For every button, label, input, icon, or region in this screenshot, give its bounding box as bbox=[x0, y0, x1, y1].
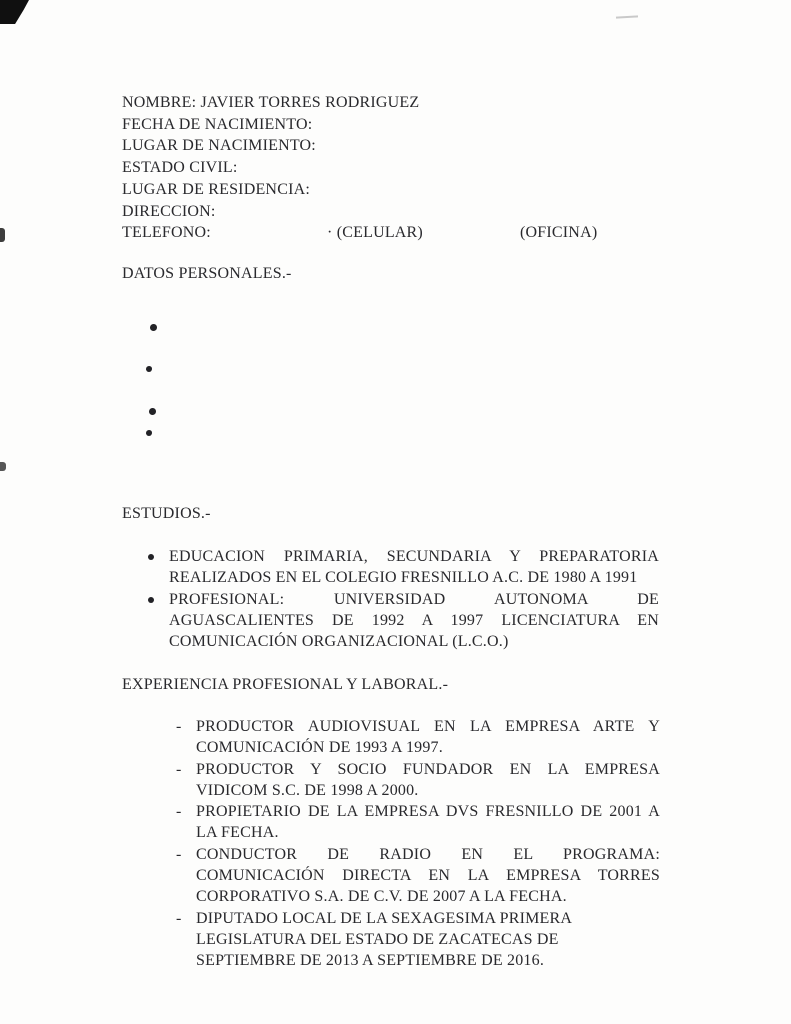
field-estado-civil: ESTADO CIVIL: bbox=[122, 159, 238, 177]
experiencia-item bbox=[176, 908, 660, 972]
text-line: PROPIETARIO DE LA EMPRESA DVS FRESNILLO DE 2001 A bbox=[196, 803, 660, 821]
bullet-icon bbox=[146, 430, 152, 436]
text-line: COMUNICACIÓN DE 1993 A 1997. bbox=[196, 739, 443, 757]
scan-artifact-faint-line bbox=[616, 15, 638, 18]
text-line: COMUNICACIÓN DIRECTA EN LA EMPRESA TORRES bbox=[196, 867, 660, 885]
bullet-icon bbox=[148, 589, 169, 603]
bullet-icon bbox=[148, 546, 169, 560]
text-line: COMUNICACIÓN ORGANIZACIONAL (L.C.O.) bbox=[169, 633, 509, 651]
section-title-experiencia: EXPERIENCIA PROFESIONAL Y LABORAL.- bbox=[122, 676, 449, 693]
estudios-item-text bbox=[169, 546, 659, 589]
field-fecha-nacimiento: FECHA DE NACIMIENTO: bbox=[122, 115, 313, 133]
estudios-list bbox=[148, 546, 659, 652]
scan-artifact-corner-blob bbox=[0, 0, 29, 24]
telefono-celular-label: · (CELULAR) bbox=[327, 224, 423, 242]
estudios-item bbox=[148, 589, 659, 653]
telefono-label: TELEFONO: bbox=[122, 224, 211, 242]
experiencia-item-text bbox=[196, 801, 660, 844]
dash-icon: - bbox=[176, 718, 182, 735]
dash-icon: - bbox=[176, 845, 182, 863]
experiencia-item-text bbox=[196, 759, 660, 802]
experiencia-item bbox=[176, 759, 660, 802]
text-line: REALIZADOS EN EL COLEGIO FRESNILLO A.C. DE 1980 A 1991 bbox=[169, 569, 638, 587]
bullet-icon bbox=[149, 408, 156, 415]
text-line: PRODUCTOR Y SOCIO FUNDADOR EN LA EMPRESA bbox=[196, 760, 660, 778]
text-line: AGUASCALIENTES DE 1992 A 1997 LICENCIATURA EN bbox=[169, 611, 659, 629]
estudios-item bbox=[148, 546, 659, 589]
telefono-oficina-label: (OFICINA) bbox=[520, 224, 598, 242]
text-line: SEPTIEMBRE DE 2013 A SEPTIEMBRE DE 2016. bbox=[196, 952, 545, 970]
text-line: CONDUCTOR DE RADIO EN EL PROGRAMA: bbox=[196, 845, 660, 863]
dash-icon: - bbox=[176, 909, 182, 927]
experiencia-item-text bbox=[196, 844, 660, 908]
dash-icon: - bbox=[176, 803, 182, 821]
text-line: LEGISLATURA DEL ESTADO DE ZACATECAS DE bbox=[196, 930, 559, 948]
field-lugar-residencia: LUGAR DE RESIDENCIA: bbox=[122, 180, 310, 198]
scan-artifact-edge-mark bbox=[0, 462, 6, 471]
section-title-datos-personales: DATOS PERSONALES.- bbox=[122, 265, 292, 282]
experiencia-item bbox=[176, 716, 660, 759]
field-nombre: NOMBRE: JAVIER TORRES RODRIGUEZ bbox=[122, 94, 420, 111]
field-telefono bbox=[122, 222, 682, 244]
estudios-item-text bbox=[169, 589, 659, 653]
text-line: PRODUCTOR AUDIOVISUAL EN LA EMPRESA ARTE Y bbox=[196, 718, 660, 735]
experiencia-item-text bbox=[196, 716, 660, 759]
bullet-icon bbox=[150, 324, 157, 331]
experiencia-item-text bbox=[196, 908, 660, 972]
experiencia-item bbox=[176, 801, 660, 844]
text-line: LA FECHA. bbox=[196, 824, 279, 842]
text-line: DIPUTADO LOCAL DE LA SEXAGESIMA PRIMERA bbox=[196, 909, 573, 927]
text-line: CORPORATIVO S.A. DE C.V. DE 2007 A LA FECHA. bbox=[196, 888, 567, 906]
text-line: PROFESIONAL: UNIVERSIDAD AUTONOMA DE bbox=[169, 590, 659, 608]
text-line: VIDICOM S.C. DE 1998 A 2000. bbox=[196, 781, 419, 799]
scan-artifact-edge-mark bbox=[0, 228, 5, 242]
text-line: EDUCACION PRIMARIA, SECUNDARIA Y PREPARATORIA bbox=[169, 548, 659, 565]
section-title-estudios: ESTUDIOS.- bbox=[122, 505, 211, 522]
field-direccion: DIRECCION: bbox=[122, 202, 216, 220]
experiencia-item bbox=[176, 844, 660, 908]
dash-icon: - bbox=[176, 760, 182, 778]
field-lugar-nacimiento: LUGAR DE NACIMIENTO: bbox=[122, 137, 316, 155]
personal-fields-block bbox=[122, 92, 682, 244]
bullet-icon bbox=[146, 366, 152, 372]
experiencia-list bbox=[176, 716, 660, 972]
